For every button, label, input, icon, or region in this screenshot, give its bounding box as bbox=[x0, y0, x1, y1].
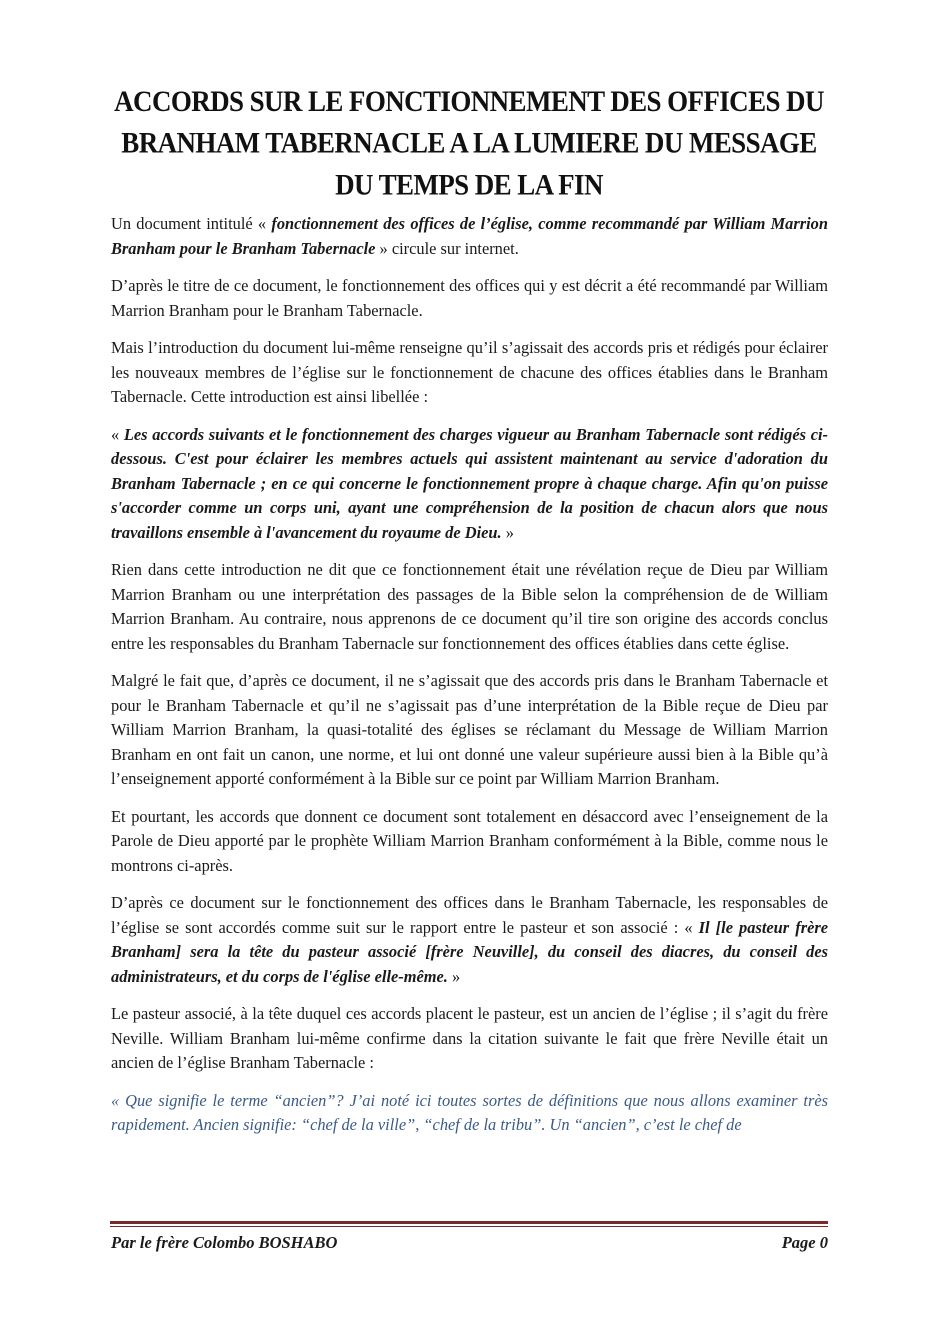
footer-divider bbox=[110, 1221, 828, 1224]
quote-open: « bbox=[111, 1090, 126, 1110]
footer-author: Par le frère Colombo BOSHABO bbox=[111, 1233, 338, 1252]
quote-close: » bbox=[447, 966, 461, 986]
paragraph-2: D’après le titre de ce document, le fonctionnement des offices qui y est décrit a été recommandé par William Marrion Branham pour le Branham Tabernacle. bbox=[111, 276, 828, 320]
page-footer bbox=[111, 1233, 828, 1253]
paragraph-6: Malgré le fait que, d’après ce document, il ne s’agissait que des accords pris dans le Branham Tabernacle et pour le Branham Tabernacle et qu’il ne s’agissait pas d’une interprétation de la Bible reçue de Dieu par William Marrion Branham, la quasi-totalité des églises se réclamant du Message de William Marrion Branham en ont fait un canon, une norme, et lui ont donné une valeur supérieure aussi bien à la Bible qu’à l’enseignement apporté conformément à la Bible sur ce point par William Marrion Branham. bbox=[111, 671, 828, 788]
intro-text: Un document intitulé « bbox=[111, 214, 272, 233]
paragraph-8-text: D’après ce document sur le fonctionnement des offices dans le Branham Tabernacle, les responsables de l’église se sont accordés comme suit sur le rapport entre le pasteur et son associé : « bbox=[111, 893, 828, 937]
branham-quote bbox=[111, 1089, 828, 1138]
paragraph-intro bbox=[111, 212, 828, 261]
intro-text-end: » circule sur internet. bbox=[375, 238, 519, 258]
document-title-quote: fonctionnement des offices de l’église, comme recommandé par William Marrion Branham pour le Branham Tabernacle bbox=[111, 214, 828, 258]
footer-page-number: Page 0 bbox=[781, 1233, 828, 1252]
quote-close: » bbox=[501, 522, 514, 542]
quote-open: « bbox=[111, 424, 124, 444]
paragraph-9: Le pasteur associé, à la tête duquel ces accords placent le pasteur, est un ancien de l’église ; il s’agit du frère Neville. William Branham lui-même confirme dans la citation suivante le fait que frère Neville était un ancien de l’église Branham Tabernacle : bbox=[111, 1004, 828, 1072]
document-body bbox=[111, 212, 828, 1151]
paragraph-8 bbox=[111, 891, 828, 989]
page-title: ACCORDS SUR LE FONCTIONNEMENT DES OFFICES DU BRANHAM TABERNACLE A LA LUMIERE DU MESSAGE DU TEMPS DE LA FIN bbox=[114, 84, 824, 201]
agreement-quote: Il [le pasteur frère Branham] sera la tête du pasteur associé [frère Neuville], du conseil des diacres, du conseil des administrateurs, et du corps de l'église elle-même. bbox=[111, 917, 828, 986]
introduction-quote bbox=[111, 423, 828, 546]
footer-divider-thin bbox=[110, 1226, 828, 1227]
paragraph-5: Rien dans cette introduction ne dit que ce fonctionnement était une révélation reçue de Dieu par William Marrion Branham ou une interprétation des passages de la Bible selon la compréhension de de William Marrion Branham. Au contraire, nous apprenons de ce document qu’il tire son origine des accords conclus entre les responsables du Branham Tabernacle sur fonctionnement des offices établies dans cette église. bbox=[111, 560, 828, 653]
branham-quote-text: Que signifie le terme “ancien”? J’ai noté ici toutes sortes de définitions que nous allons examiner très rapidement. Ancien signifie: “chef de la ville”, “chef de la tribu”. Un “ancien”, c’est le chef de bbox=[111, 1090, 828, 1134]
paragraph-7: Et pourtant, les accords que donnent ce document sont totalement en désaccord avec l’enseignement de la Parole de Dieu apporté par le prophète William Marrion Branham conformément à la Bible, comme nous le montrons ci-après. bbox=[111, 806, 828, 875]
paragraph-3: Mais l’introduction du document lui-même renseigne qu’il s’agissait des accords pris et rédigés pour éclairer les nouveaux membres de l’église sur le fonctionnement de chacune des offices établies dans le Branham Tabernacle. Cette introduction est ainsi libellée : bbox=[111, 338, 828, 406]
introduction-quote-text: Les accords suivants et le fonctionnement des charges vigueur au Branham Tabernacle sont rédigés ci-dessous. C'est pour éclairer les membres actuels qui assistent maintenant au service d'adoration du Branham Tabernacle ; en ce qui concerne le fonctionnement propre à chaque charge. Afin qu'on puisse s'accorder comme un corps uni, ayant une compréhension de la position de chacun alors que nous travaillons ensemble à l'avancement du royaume de Dieu. bbox=[111, 424, 828, 542]
